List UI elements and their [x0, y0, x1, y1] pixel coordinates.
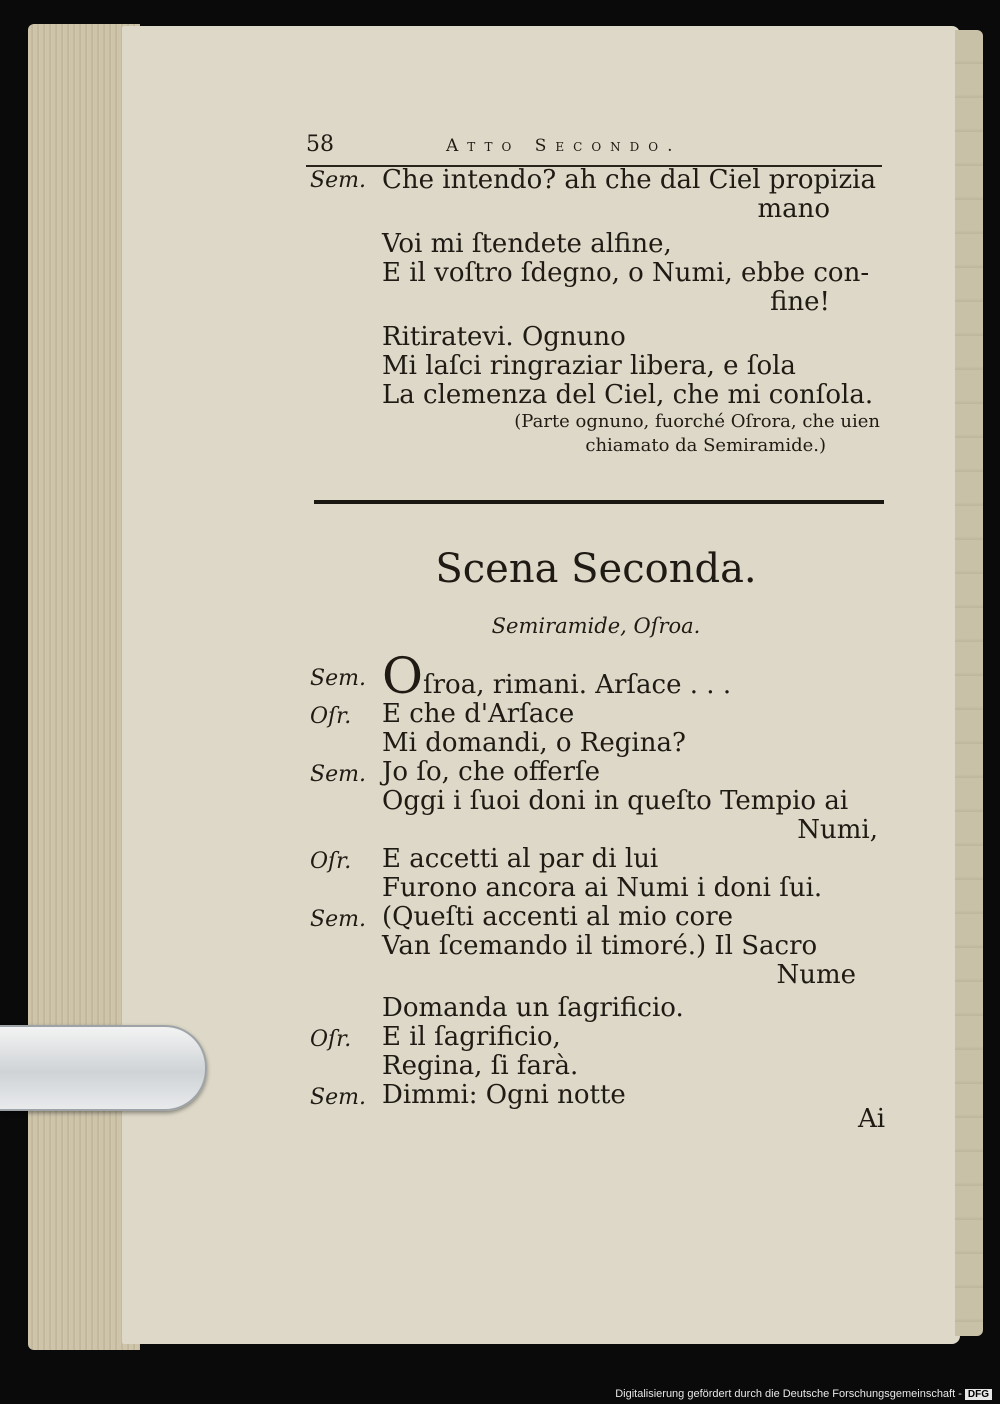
verse-line: E che d'Arſace: [382, 699, 575, 729]
verse-line: (Queſti accenti al mio core: [382, 902, 734, 932]
speaker-label: Sem.: [310, 907, 366, 932]
running-head: [306, 132, 886, 166]
scene-title: Scena Seconda.: [435, 546, 757, 592]
page-number: 58: [306, 132, 334, 157]
verse-line: Che intendo? ah che dal Ciel propizia: [382, 165, 876, 195]
verse-line: mano: [757, 194, 830, 224]
page-clip: [0, 1025, 207, 1111]
verse-line: Mi laſci ringraziar libera, e ſola: [382, 351, 796, 381]
speaker-label: Oſr.: [310, 704, 352, 729]
verse-line: Nume: [776, 960, 856, 990]
verse-line: Mi domandi, o Regina?: [382, 728, 686, 758]
speaker-label: Oſr.: [310, 849, 352, 874]
page-content: [306, 132, 886, 1134]
speech-block: [306, 647, 886, 705]
running-title: Atto Secondo.: [446, 136, 682, 156]
catchword: Ai: [858, 1104, 886, 1134]
verse-line: ſroa, rimani. Arſace . . .: [423, 670, 732, 700]
verse-line: E il ſagrificio,: [382, 1022, 561, 1052]
verse-line: Domanda un ſagrificio.: [382, 993, 684, 1023]
speaker-label: Sem.: [310, 762, 366, 787]
scene-divider: [314, 500, 884, 504]
scene-personae: Semiramide, Oſroa.: [491, 614, 701, 638]
verse-line: Ritiratevi. Ognuno: [382, 322, 626, 352]
verse-line: Jo ſo, che offerſe: [382, 757, 601, 787]
speech-block: [306, 903, 886, 1023]
verse-line: Numi,: [797, 815, 878, 845]
verse-line: Oggi i ſuoi doni in queſto Tempio ai: [382, 786, 849, 816]
footer-credit: [615, 1388, 992, 1400]
speech-block: [306, 845, 886, 903]
verse-line: Dimmi: Ogni notte: [382, 1080, 626, 1110]
stage-direction: chiamato da Semiramide.): [585, 435, 826, 456]
verse-line: E il voſtro ſdegno, o Numi, ebbe con-: [382, 258, 870, 288]
speech-block: [306, 758, 886, 845]
verse-line: Van ſcemando il timoré.) Il Sacro: [382, 931, 818, 961]
speech-block: [306, 166, 886, 458]
speech-block: [306, 700, 886, 758]
verse-line: Voi mi ſtendete alfine,: [382, 229, 672, 259]
page-right-edge: [955, 30, 983, 1336]
stage-direction: (Parte ognuno, fuorché Oſrora, che uien: [514, 411, 880, 432]
speaker-label: Sem.: [310, 666, 366, 691]
verse-line: Furono ancora ai Numi i doni ſui.: [382, 873, 823, 903]
drop-cap: O: [382, 647, 423, 705]
speaker-label: Oſr.: [310, 1027, 352, 1052]
speaker-label: Sem.: [310, 1085, 366, 1110]
verse-line: Regina, ſi farà.: [382, 1051, 579, 1081]
speaker-label: Sem.: [310, 168, 366, 193]
speech-block: [306, 1081, 886, 1110]
speech-block: [306, 1023, 886, 1081]
verse-line: La clemenza del Ciel, che mi conſola.: [382, 380, 874, 410]
footer-text: Digitalisierung gefördert durch die Deutsche Forschungsgemeinschaft -: [615, 1388, 962, 1400]
verse-line: fine!: [770, 287, 830, 317]
dfg-logo: DFG: [965, 1389, 992, 1400]
dialogue: [306, 647, 886, 1110]
verse-line: E accetti al par di lui: [382, 844, 659, 874]
